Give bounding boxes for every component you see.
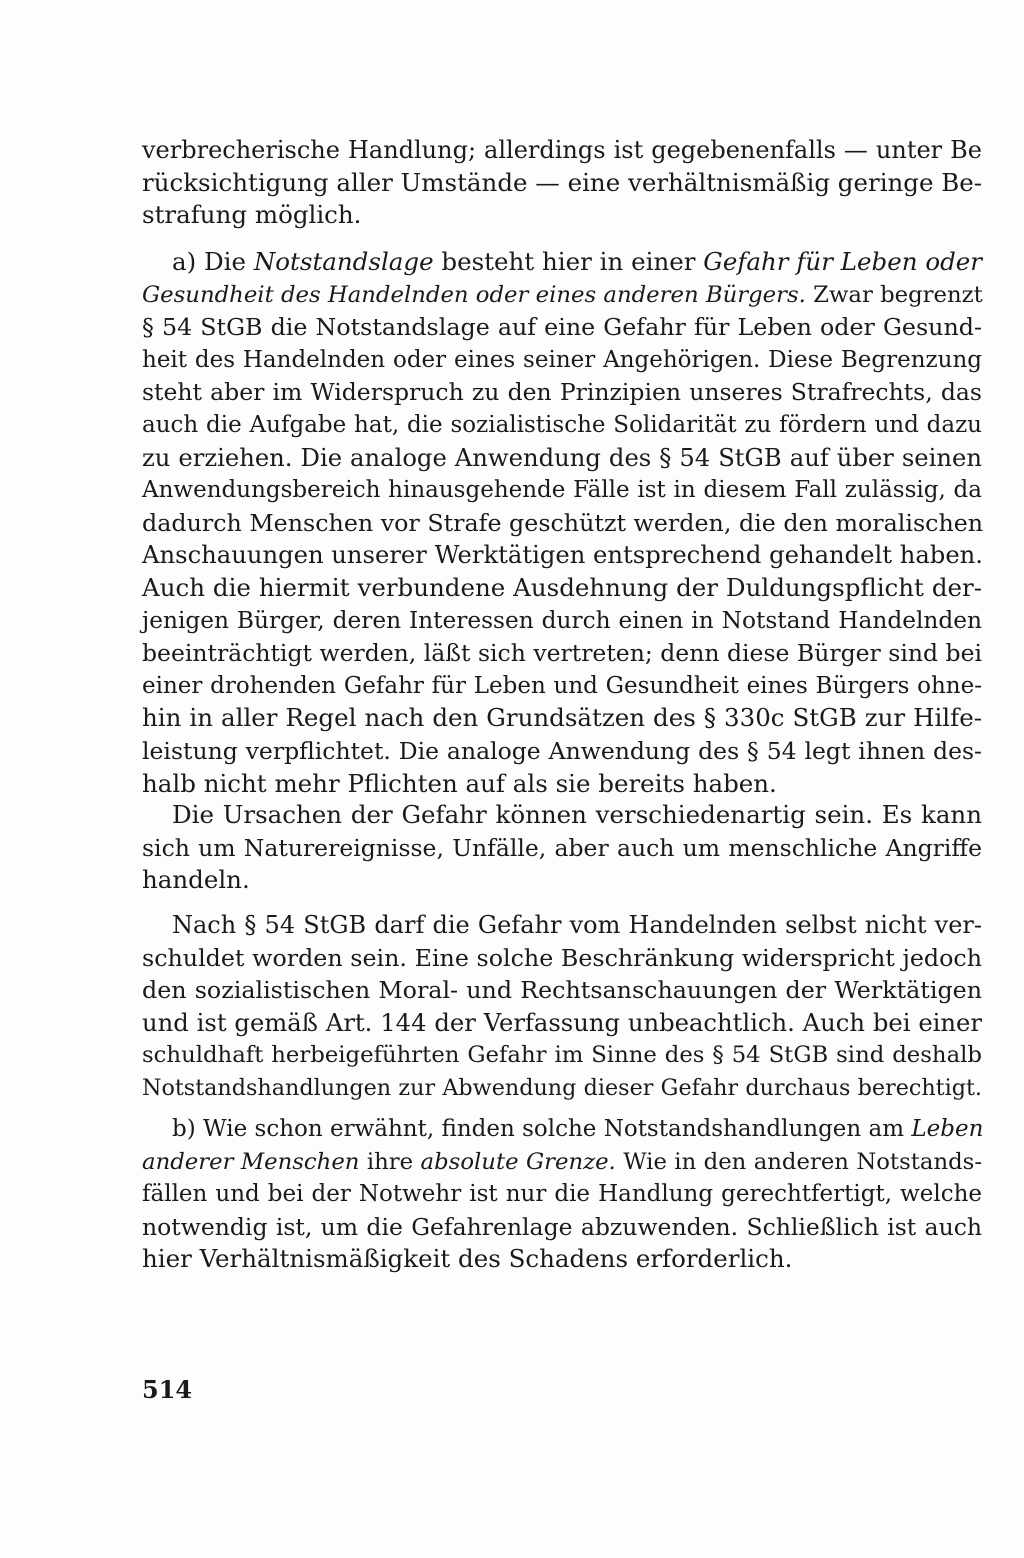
text-line [142,309,982,345]
italic-text: Gefahr für Leben oder [703,247,982,276]
text-line [142,374,982,410]
text-line [142,972,982,1008]
text-line [172,907,982,943]
text-line [142,407,982,443]
text-line [142,570,982,606]
text-segment: dadurch Menschen vor Strafe geschützt werden, die den moralischen [142,508,984,537]
text-line [142,830,982,866]
text-segment: jenigen Bürger, deren Interessen durch einen in Notstand Handelnden [142,606,982,634]
italic-text: anderer Menschen [142,1148,360,1175]
text-segment: Nach § 54 StGB darf die Gefahr vom Handelnden selbst nicht ver- [172,911,982,939]
text-line [142,1005,982,1041]
text-segment: a) Die [172,247,254,276]
text-segment: zu erziehen. Die analoge Anwendung des § 54 StGB auf über seinen [142,442,982,472]
text-line [142,1144,982,1180]
text-segment: rücksichtigung aller Umstände — eine verhältnismäßig geringe Be- [142,167,983,197]
text-line [142,197,982,233]
text-line [142,940,982,976]
text-line [142,635,982,671]
text-segment: besteht hier in einer [433,247,704,276]
italic-text: Gesundheit des Handelnden oder eines anderen Bürgers. [142,281,806,308]
italic-text: Leben [911,1116,984,1142]
text-segment: Zwar begrenzt [805,281,983,308]
text-segment: schuldet worden sein. Eine solche Beschränkung widerspricht jedoch [142,943,982,972]
text-line [142,1070,982,1106]
text-segment: beeinträchtigt werden, läßt sich vertreten; denn diese Bürger sind bei [142,639,982,668]
text-segment: verbrecherische Handlung; allerdings ist gegebenenfalls — unter Be [142,136,982,164]
text-line [142,1037,982,1073]
text-segment: Auch die hiermit verbundene Ausdehnung der Duldungspflicht der- [142,573,982,602]
text-segment: Die Ursachen der Gefahr können verschiedenartig sein. Es kann [172,800,982,829]
text-segment: Wie in den anderen Notstands- [615,1148,983,1175]
text-segment: und ist gemäß Art. 144 der Verfassung unbeachtlich. Auch bei einer [142,1007,982,1037]
text-segment: hin in aller Regel nach den Grundsätzen des § 330c StGB zur Hilfe- [142,703,982,733]
text-segment: handeln. [142,865,250,895]
text-line [142,440,982,476]
text-line [142,277,982,313]
text-segment: strafung möglich. [142,200,362,230]
text-segment: fällen und bei der Notwehr ist nur die Handlung gerechtfertigt, welche [142,1181,982,1208]
text-line [142,733,982,769]
text-line [172,244,982,280]
text-line [142,472,982,508]
text-segment: steht aber im Widerspruch zu den Prinzipien unseres Strafrechts, das [142,378,982,407]
text-segment: sich um Naturereignisse, Unfälle, aber auch um menschliche Angriffe [142,833,982,862]
text-segment: leistung verpflichtet. Die analoge Anwendung des § 54 legt ihnen des- [142,737,982,765]
text-line [142,537,982,573]
text-line [142,165,982,201]
text-segment: Anschauungen unserer Werktätigen entsprechend gehandelt haben. [142,540,984,570]
text-segment: hier Verhältnismäßigkeit des Schadens erforderlich. [142,1244,793,1274]
page-number: 514 [142,1375,193,1404]
text-line [142,603,982,639]
text-segment: § 54 StGB die Notstandslage auf eine Gefahr für Leben oder Gesund- [142,313,982,342]
text-segment: heit des Handelnden oder eines seiner Angehörigen. Diese Begrenzung [142,346,982,373]
text-segment: den sozialistischen Moral- und Rechtsanschauungen der Werktätigen [142,976,982,1005]
text-line [142,1176,982,1212]
text-line [142,132,982,168]
text-line [142,668,982,704]
text-line [142,505,982,541]
text-line [142,1209,982,1245]
text-segment: notwendig ist, um die Gefahrenlage abzuwenden. Schließlich ist auch [142,1212,982,1241]
text-line [142,862,982,898]
text-segment: schuldhaft herbeigeführten Gefahr im Sinne des § 54 StGB sind deshalb [142,1042,982,1069]
italic-text: Notstandslage [253,247,434,276]
text-line [142,342,982,378]
text-segment: Anwendungsbereich hinausgehende Fälle ist in diesem Fall zulässig, da [142,477,982,504]
italic-text: absolute Grenze. [420,1148,616,1175]
text-segment: halb nicht mehr Pflichten auf als sie bereits haben. [142,768,777,798]
text-segment: Notstandshandlungen zur Abwendung dieser Gefahr durchaus berechtigt. [142,1075,982,1101]
text-line [172,797,982,833]
text-segment: ihre [359,1148,421,1175]
text-line [142,1241,982,1277]
text-segment: b) Wie schon erwähnt, finden solche Notstandshandlungen am [172,1116,912,1142]
text-line [142,700,982,736]
text-segment: einer drohenden Gefahr für Leben und Gesundheit eines Bürgers ohne- [142,672,982,699]
text-segment: auch die Aufgabe hat, die sozialistische Solidarität zu fördern und dazu [142,412,982,438]
text-line [172,1111,982,1147]
